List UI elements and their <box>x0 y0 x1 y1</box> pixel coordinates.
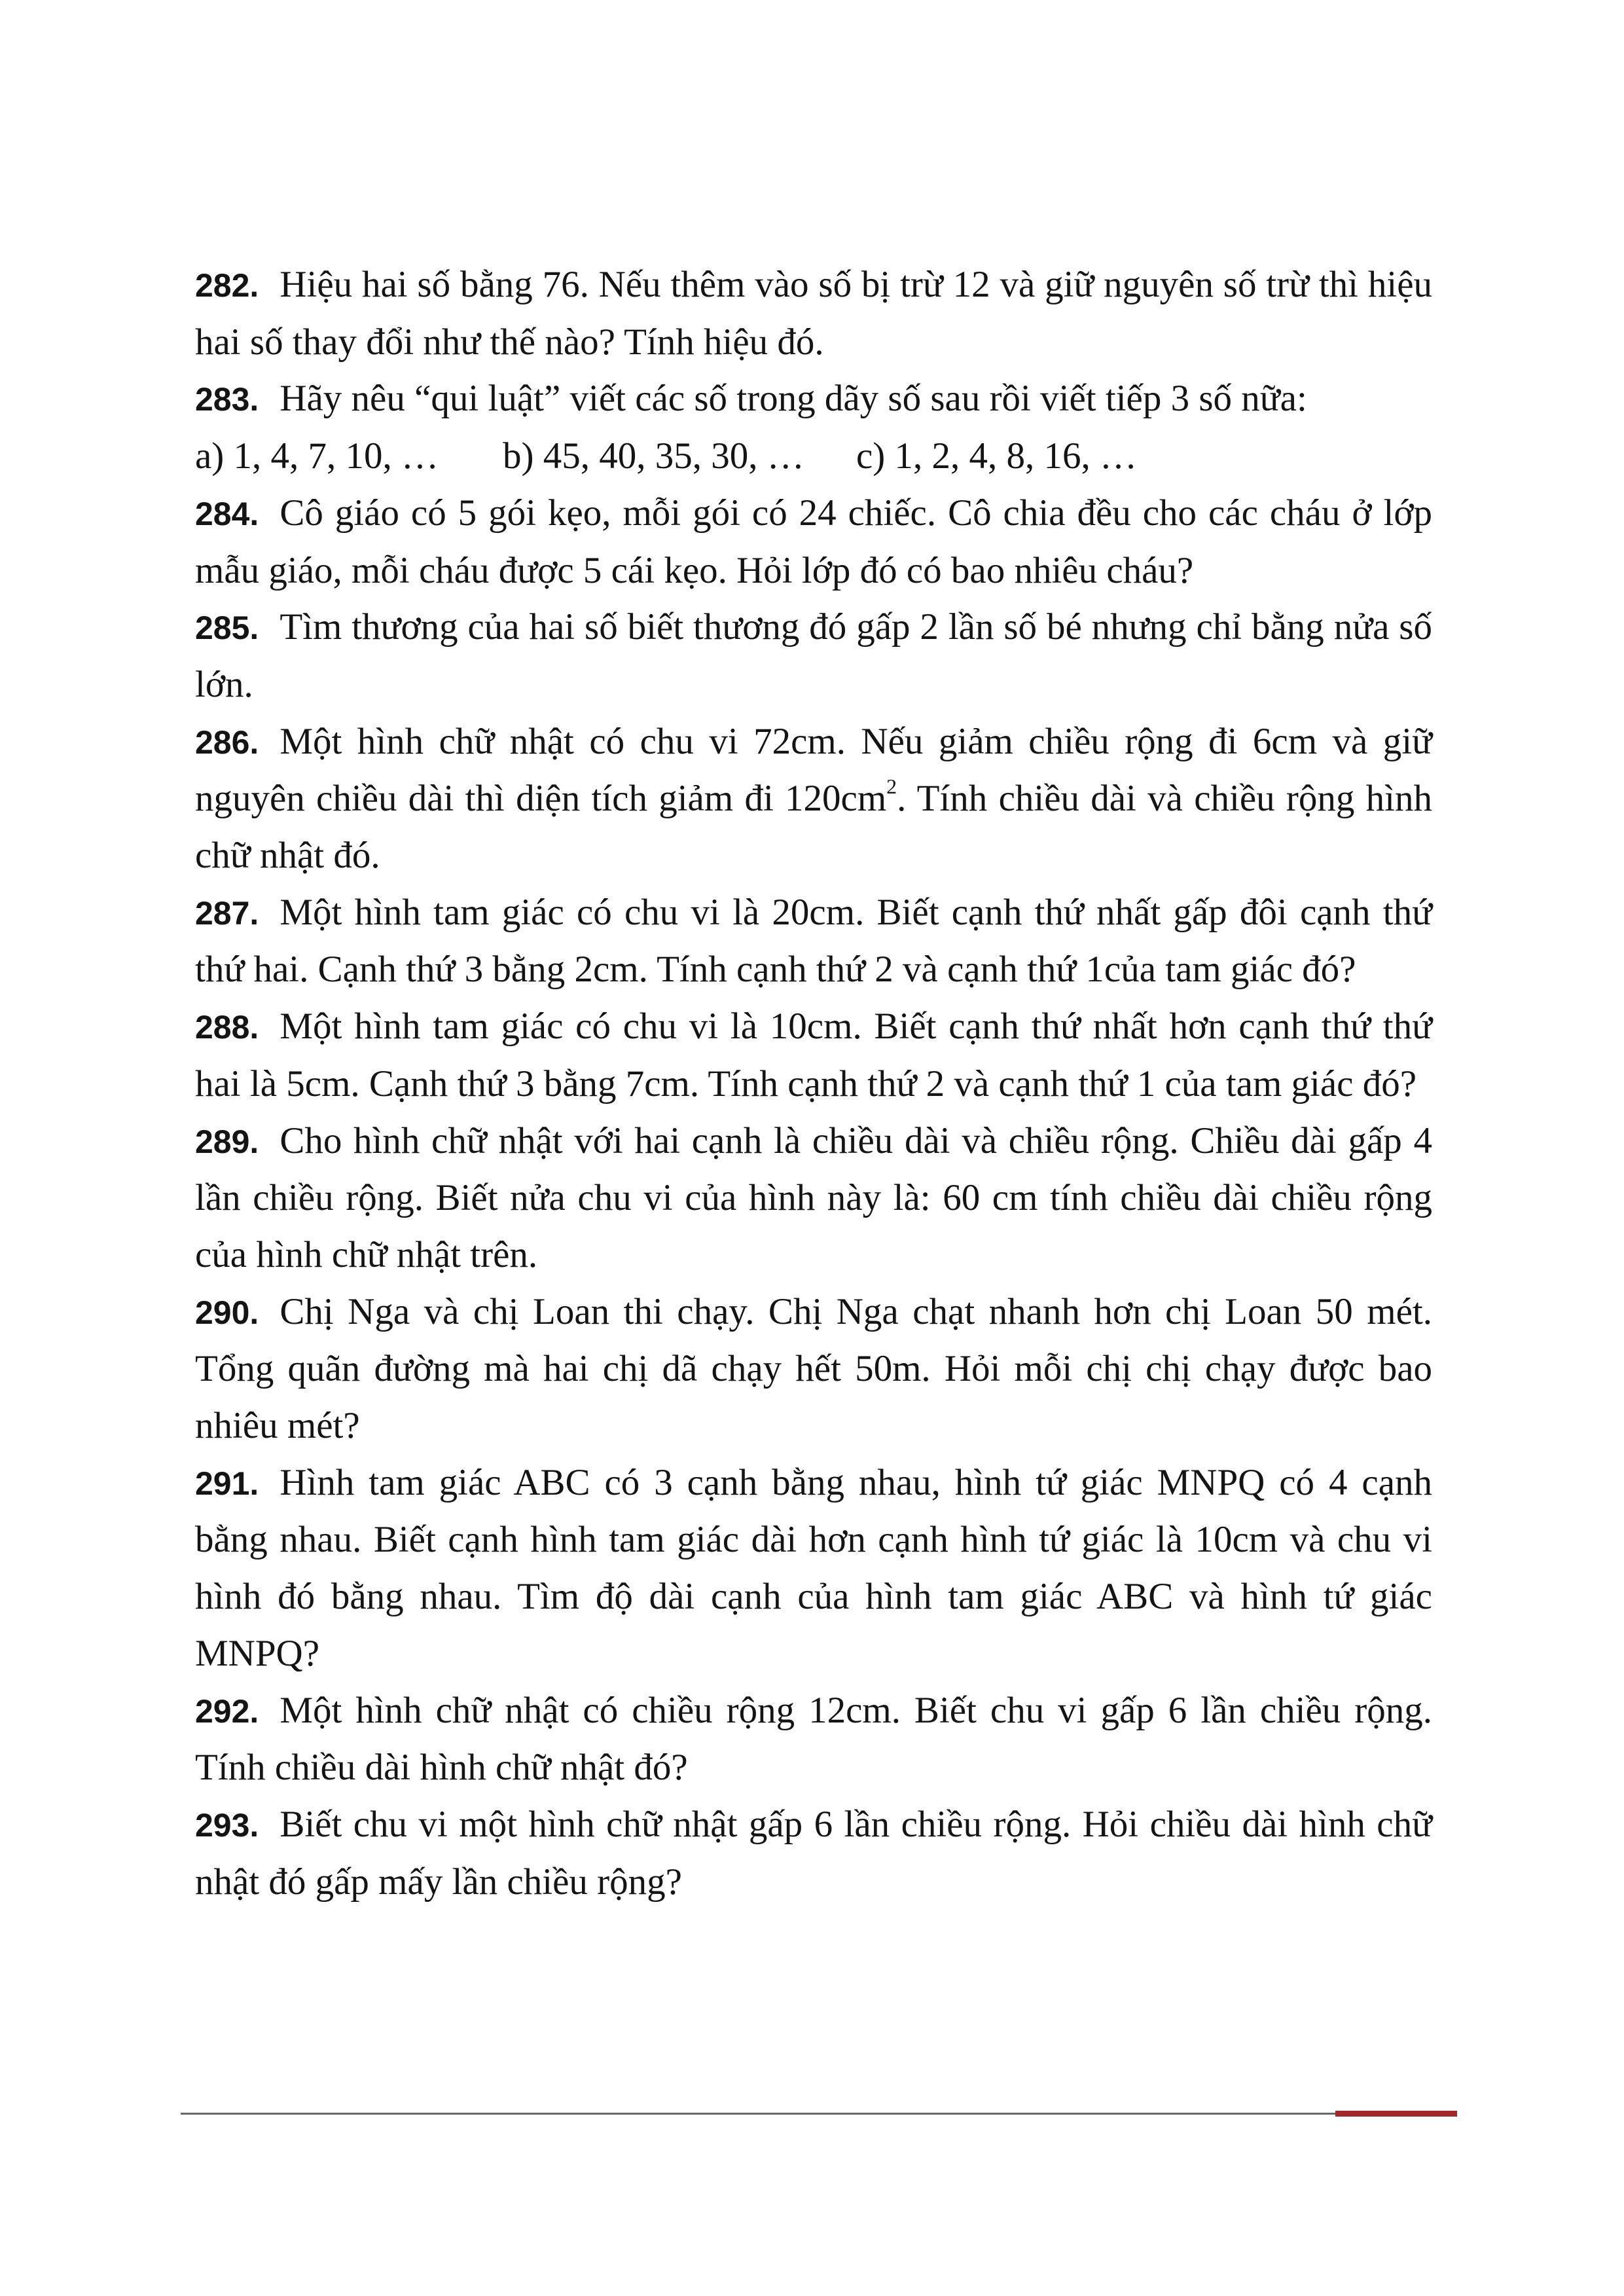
problem-number: 284. <box>195 495 259 532</box>
problem-text: Tìm thương của hai số biết thương đó gấp 2 lần số bé nhưng chỉ bằng nửa số lớn. <box>195 606 1432 705</box>
problem-number: 291. <box>195 1465 259 1502</box>
problem-text: Hiệu hai số bằng 76. Nếu thêm vào số bị trừ 12 và giữ nguyên số trừ thì hiệu hai số thay đổi như thế nào? Tính hiệu đó. <box>195 264 1432 363</box>
document-body <box>195 257 1432 1910</box>
problem-282 <box>195 257 1432 371</box>
problem-text: Một hình tam giác có chu vi là 20cm. Biết cạnh thứ nhất gấp đôi cạnh thứ thứ hai. Cạnh thứ 3 bằng 2cm. Tính cạnh thứ 2 và cạnh thứ 1của tam giác đó? <box>195 891 1432 991</box>
problem-number: 288. <box>195 1009 259 1046</box>
problem-284 <box>195 485 1432 599</box>
sequence-a: a) 1, 4, 7, 10, … <box>195 435 439 477</box>
problem-number: 287. <box>195 894 259 932</box>
problem-text: Một hình tam giác có chu vi là 10cm. Biết cạnh thứ nhất hơn cạnh thứ thứ hai là 5cm. Cạnh thứ 3 bằng 7cm. Tính cạnh thứ 2 và cạnh thứ 1 của tam giác đó? <box>195 1006 1432 1104</box>
problem-291 <box>195 1455 1432 1683</box>
problem-283 <box>195 371 1432 428</box>
problem-289 <box>195 1113 1432 1284</box>
problem-288 <box>195 998 1432 1112</box>
problem-text: Cho hình chữ nhật với hai cạnh là chiều dài và chiều rộng. Chiều dài gấp 4 lần chiều rộng. Biết nửa chu vi của hình này là: 60 cm tính chiều dài chiều rộng của hình chữ nhật trên. <box>195 1120 1432 1275</box>
sequence-b: b) 45, 40, 35, 30, … <box>503 435 804 477</box>
footer-accent-bar <box>1335 2111 1457 2117</box>
sequence-c: c) 1, 2, 4, 8, 16, … <box>856 435 1138 477</box>
sequence-list <box>195 428 1432 485</box>
problem-290 <box>195 1284 1432 1455</box>
problem-text-continued: . Tính chiều dài và chiều rộng hình chữ nhật đó. <box>195 778 1432 877</box>
footer-divider <box>181 2113 1457 2115</box>
problem-number: 290. <box>195 1294 259 1331</box>
problem-text: Biết chu vi một hình chữ nhật gấp 6 lần chiều rộng. Hỏi chiều dài hình chữ nhật đó gấp mấy lần chiều rộng? <box>195 1803 1432 1903</box>
problem-293 <box>195 1796 1432 1910</box>
problem-text: Một hình chữ nhật có chu vi 72cm. Nếu giảm chiều rộng đi 6cm và giữ nguyên chiều dài thì diện tích giảm đi 120cm <box>195 720 1432 820</box>
problem-number: 283. <box>195 381 259 418</box>
problem-number: 293. <box>195 1806 259 1844</box>
problem-292 <box>195 1683 1432 1796</box>
problem-number: 285. <box>195 610 259 647</box>
problem-text: Một hình chữ nhật có chiều rộng 12cm. Biết chu vi gấp 6 lần chiều rộng. Tính chiều dài hình chữ nhật đó? <box>195 1689 1432 1789</box>
problem-287 <box>195 884 1432 998</box>
problem-number: 282. <box>195 267 259 304</box>
problem-text: Cô giáo có 5 gói kẹo, mỗi gói có 24 chiếc. Cô chia đều cho các cháu ở lớp mẫu giáo, mỗi cháu được 5 cái kẹo. Hỏi lớp đó có bao nhiêu cháu? <box>195 492 1432 591</box>
problem-text: Hãy nêu “qui luật” viết các số trong dãy số sau rồi viết tiếp 3 số nữa: <box>280 378 1307 420</box>
problem-text: Chị Nga và chị Loan thi chạy. Chị Nga chạt nhanh hơn chị Loan 50 mét. Tổng quãn đường mà hai chị dã chạy hết 50m. Hỏi mỗi chị chị chạy được bao nhiêu mét? <box>195 1290 1432 1447</box>
problem-285 <box>195 599 1432 713</box>
problem-number: 289. <box>195 1123 259 1160</box>
problem-text: Hình tam giác ABC có 3 cạnh bằng nhau, hình tứ giác MNPQ có 4 cạnh bằng nhau. Biết cạnh hình tam giác dài hơn cạnh hình tứ giác là 10cm và chu vi hình đó bằng nhau. Tìm độ dài cạnh của hình tam giác ABC và hình tứ giác MNPQ? <box>195 1461 1432 1674</box>
problem-number: 286. <box>195 723 259 761</box>
superscript: 2 <box>886 774 897 799</box>
problem-286 <box>195 714 1432 884</box>
problem-number: 292. <box>195 1692 259 1730</box>
